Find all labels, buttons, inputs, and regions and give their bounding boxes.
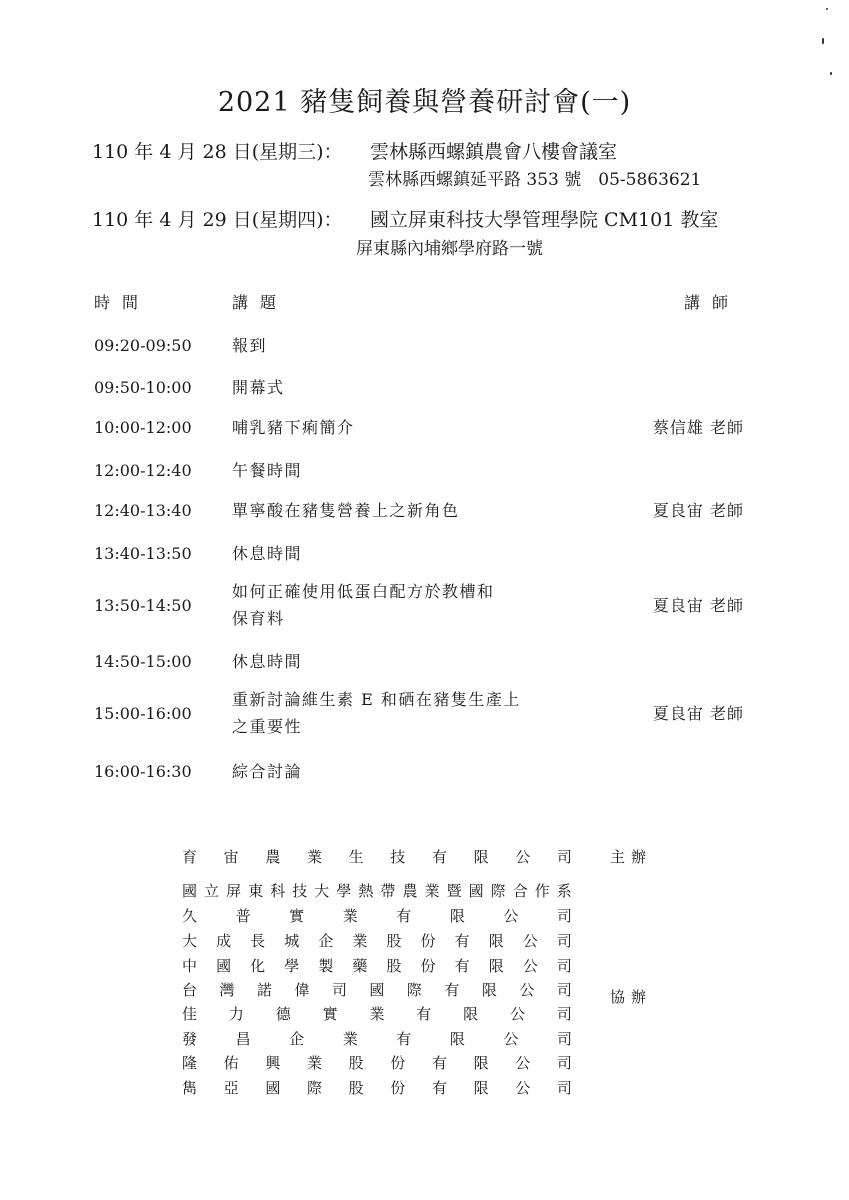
organizer-char: 製: [318, 957, 334, 975]
organizer-char: 德: [275, 1005, 291, 1023]
organizer-name: [182, 930, 572, 951]
organizer-char: 限: [449, 1030, 465, 1048]
organizer-char: 業: [306, 848, 322, 866]
organizer-char: 大: [314, 882, 330, 900]
organizer-char: 佑: [223, 1054, 239, 1072]
schedule-topic: [232, 540, 572, 567]
schedule-time: 13:50-14:50: [94, 596, 192, 615]
organizer-char: 學: [336, 882, 352, 900]
header-time: 時間: [94, 293, 151, 312]
organizer-name: [182, 979, 572, 1000]
schedule-topic: [232, 414, 572, 441]
organizer-char: 國: [369, 981, 385, 999]
schedule-topic-line: 如何正確使用低蛋白配方於教槽和: [232, 582, 495, 601]
organizer-char: 立: [204, 882, 220, 900]
organizer-char: 公: [510, 1005, 526, 1023]
organizer-char: 屏: [226, 882, 242, 900]
organizer-char: 東: [248, 882, 264, 900]
organizer-char: 有: [416, 1005, 432, 1023]
organizer-name: [182, 1077, 572, 1098]
organizer-char: 發: [182, 1030, 198, 1048]
organizer-char: 司: [556, 932, 572, 950]
organizer-char: 佳: [182, 1005, 198, 1023]
organizer-char: 公: [522, 932, 538, 950]
organizer-char: 作: [534, 882, 550, 900]
organizer-char: 中: [182, 957, 198, 975]
organizer-char: 有: [396, 1030, 412, 1048]
organizer-char: 學: [284, 957, 300, 975]
organizer-char: 興: [265, 1054, 281, 1072]
organizer-char: 股: [386, 957, 402, 975]
organizer-name: [182, 880, 572, 901]
schedule-topic: [232, 648, 572, 675]
schedule-topic-line: 單寧酸在豬隻營養上之新角色: [232, 501, 460, 520]
organizer-char: 份: [420, 932, 436, 950]
schedule-topic-line: 保育料: [232, 609, 285, 628]
schedule-time: 15:00-16:00: [94, 704, 192, 723]
schedule-topic: [232, 457, 572, 484]
organizer-name: [182, 1028, 572, 1049]
organizer-char: 雋: [182, 1079, 198, 1097]
schedule-row: [94, 758, 744, 785]
organizer-char: 技: [292, 882, 308, 900]
organizer-char: 公: [503, 907, 519, 925]
organizer-char: 公: [515, 848, 531, 866]
schedule-speaker: 夏良宙 老師: [652, 596, 744, 615]
organizer-char: 宙: [223, 848, 239, 866]
organizer-char: 司: [556, 1054, 572, 1072]
header-topic: 講題: [232, 293, 289, 312]
venue-address-2: 屏東縣內埔鄉學府路一號: [356, 239, 543, 259]
organizer-char: 諾: [256, 981, 272, 999]
organizer-char: 企: [289, 1030, 305, 1048]
organizer-name: [182, 1052, 572, 1073]
organizer-char: 公: [519, 981, 535, 999]
organizer-char: 實: [289, 907, 305, 925]
schedule-row: [94, 578, 744, 632]
organizer-char: 農: [265, 848, 281, 866]
organizer-char: 實: [322, 1005, 338, 1023]
schedule-time: 14:50-15:00: [94, 652, 192, 671]
schedule-topic-line: 休息時間: [232, 652, 303, 671]
organizer-name: [182, 1003, 572, 1024]
schedule-topic: [232, 578, 572, 632]
organizer-char: 國: [265, 1079, 281, 1097]
organizer-char: 公: [515, 1079, 531, 1097]
schedule-row: [94, 374, 744, 401]
schedule-topic: [232, 497, 572, 524]
venue-place-1: 雲林縣西螺鎮農會八樓會議室: [370, 141, 618, 163]
schedule-topic: [232, 686, 572, 740]
schedule-topic: [232, 332, 572, 359]
schedule-topic-line: 哺乳豬下痢簡介: [232, 418, 355, 437]
organizer-char: 城: [284, 932, 300, 950]
schedule-topic-line: 重新討論維生素 E 和硒在豬隻生產上: [232, 690, 521, 709]
schedule-topic: [232, 374, 572, 401]
organizer-char: 限: [473, 1079, 489, 1097]
organizer-char: 公: [522, 957, 538, 975]
venue-address-1: 雲林縣西螺鎮延平路 353 號 05-5863621: [368, 170, 702, 190]
venue-place-2: 國立屏東科技大學管理學院 CM101 教室: [370, 209, 719, 231]
organizer-char: 司: [556, 957, 572, 975]
organizer-char: 化: [250, 957, 266, 975]
organizer-char: 際: [490, 882, 506, 900]
schedule-time: 16:00-16:30: [94, 762, 192, 781]
organizer-char: 司: [331, 981, 347, 999]
organizer-char: 限: [473, 848, 489, 866]
organizer-char: 際: [406, 981, 422, 999]
organizer-char: 業: [306, 1054, 322, 1072]
schedule-topic: [232, 758, 572, 785]
schedule-row: [94, 686, 744, 740]
organizer-char: 國: [468, 882, 484, 900]
organizer-char: 昌: [235, 1030, 251, 1048]
schedule-row: [94, 540, 744, 567]
organizer-char: 股: [348, 1079, 364, 1097]
organizer-char: 普: [235, 907, 251, 925]
schedule-topic-line: 綜合討論: [232, 762, 303, 781]
organizer-char: 限: [463, 1005, 479, 1023]
organizer-char: 有: [454, 932, 470, 950]
schedule-row: [94, 457, 744, 484]
schedule-time: 13:40-13:50: [94, 544, 192, 563]
organizer-char: 育: [182, 848, 198, 866]
venue-date-2: 110 年 4 月 29 日(星期四)：: [92, 209, 343, 231]
organizer-char: 限: [481, 981, 497, 999]
organizer-char: 公: [515, 1054, 531, 1072]
schedule-speaker: 蔡信雄 老師: [652, 418, 744, 437]
organizer-char: 久: [182, 907, 198, 925]
organizer-char: 業: [352, 932, 368, 950]
organizer-char: 公: [503, 1030, 519, 1048]
schedule-row: [94, 332, 744, 359]
schedule-time: 12:00-12:40: [94, 461, 192, 480]
organizer-char: 亞: [223, 1079, 239, 1097]
organizer-char: 有: [431, 848, 447, 866]
organizer-char: 份: [390, 1079, 406, 1097]
organizer-char: 股: [386, 932, 402, 950]
page-title: 2021 豬隻飼養與營養研討會(一): [217, 87, 632, 118]
schedule-speaker: 夏良宙 老師: [652, 704, 744, 723]
organizer-char: 系: [556, 882, 572, 900]
organizer-char: 業: [342, 907, 358, 925]
organizer-char: 科: [270, 882, 286, 900]
schedule-time: 09:20-09:50: [94, 336, 192, 355]
schedule-row: [94, 497, 744, 524]
schedule-topic-line: 報到: [232, 336, 268, 355]
organizer-char: 限: [473, 1054, 489, 1072]
organizer-char: 農: [402, 882, 418, 900]
organizer-name: [182, 846, 572, 867]
schedule-time: 12:40-13:40: [94, 501, 192, 520]
organizer-char: 司: [556, 1030, 572, 1048]
organizer-char: 成: [216, 932, 232, 950]
organizer-char: 熱: [358, 882, 374, 900]
venue-date-1: 110 年 4 月 28 日(星期三)：: [92, 141, 343, 163]
organizer-char: 股: [348, 1054, 364, 1072]
organizer-char: 大: [182, 932, 198, 950]
organizer-char: 業: [342, 1030, 358, 1048]
schedule-row: [94, 414, 744, 441]
organizer-char: 暨: [446, 882, 462, 900]
organizer-char: 有: [444, 981, 460, 999]
organizer-char: 企: [318, 932, 334, 950]
schedule-time: 09:50-10:00: [94, 378, 192, 397]
organizer-char: 國: [182, 882, 198, 900]
co-host-role-label: 協辦: [610, 988, 653, 1006]
schedule-time: 10:00-12:00: [94, 418, 192, 437]
organizer-char: 限: [488, 957, 504, 975]
scan-speck: [822, 38, 824, 44]
organizer-char: 司: [556, 907, 572, 925]
organizer-char: 台: [182, 981, 198, 999]
organizer-char: 藥: [352, 957, 368, 975]
organizer-char: 司: [556, 1005, 572, 1023]
organizer-char: 司: [556, 1079, 572, 1097]
organizer-char: 司: [556, 848, 572, 866]
organizer-char: 有: [431, 1054, 447, 1072]
organizer-char: 長: [250, 932, 266, 950]
organizer-char: 生: [348, 848, 364, 866]
schedule-topic-line: 休息時間: [232, 544, 303, 563]
schedule-topic-line: 之重要性: [232, 717, 303, 736]
organizer-char: 灣: [219, 981, 235, 999]
organizer-char: 業: [424, 882, 440, 900]
organizer-char: 司: [556, 981, 572, 999]
schedule-topic-line: 午餐時間: [232, 461, 303, 480]
organizer-char: 有: [396, 907, 412, 925]
organizer-char: 限: [449, 907, 465, 925]
organizer-char: 偉: [294, 981, 310, 999]
scan-speck: [830, 72, 832, 75]
schedule-row: [94, 648, 744, 675]
organizer-char: 隆: [182, 1054, 198, 1072]
organizer-char: 際: [306, 1079, 322, 1097]
organizer-char: 合: [512, 882, 528, 900]
organizer-name: [182, 905, 572, 926]
schedule-topic-line: 開幕式: [232, 378, 285, 397]
schedule-speaker: 夏良宙 老師: [652, 501, 744, 520]
organizer-char: 帶: [380, 882, 396, 900]
organizer-char: 國: [216, 957, 232, 975]
organizer-char: 份: [390, 1054, 406, 1072]
organizer-char: 技: [390, 848, 406, 866]
host-role-label: 主辦: [610, 848, 653, 866]
organizer-char: 力: [228, 1005, 244, 1023]
organizer-char: 業: [369, 1005, 385, 1023]
scan-speck: [826, 8, 828, 10]
organizer-char: 限: [488, 932, 504, 950]
organizer-name: [182, 955, 572, 976]
organizer-char: 有: [454, 957, 470, 975]
organizer-char: 有: [431, 1079, 447, 1097]
header-speaker: 講師: [684, 293, 741, 312]
organizer-char: 份: [420, 957, 436, 975]
